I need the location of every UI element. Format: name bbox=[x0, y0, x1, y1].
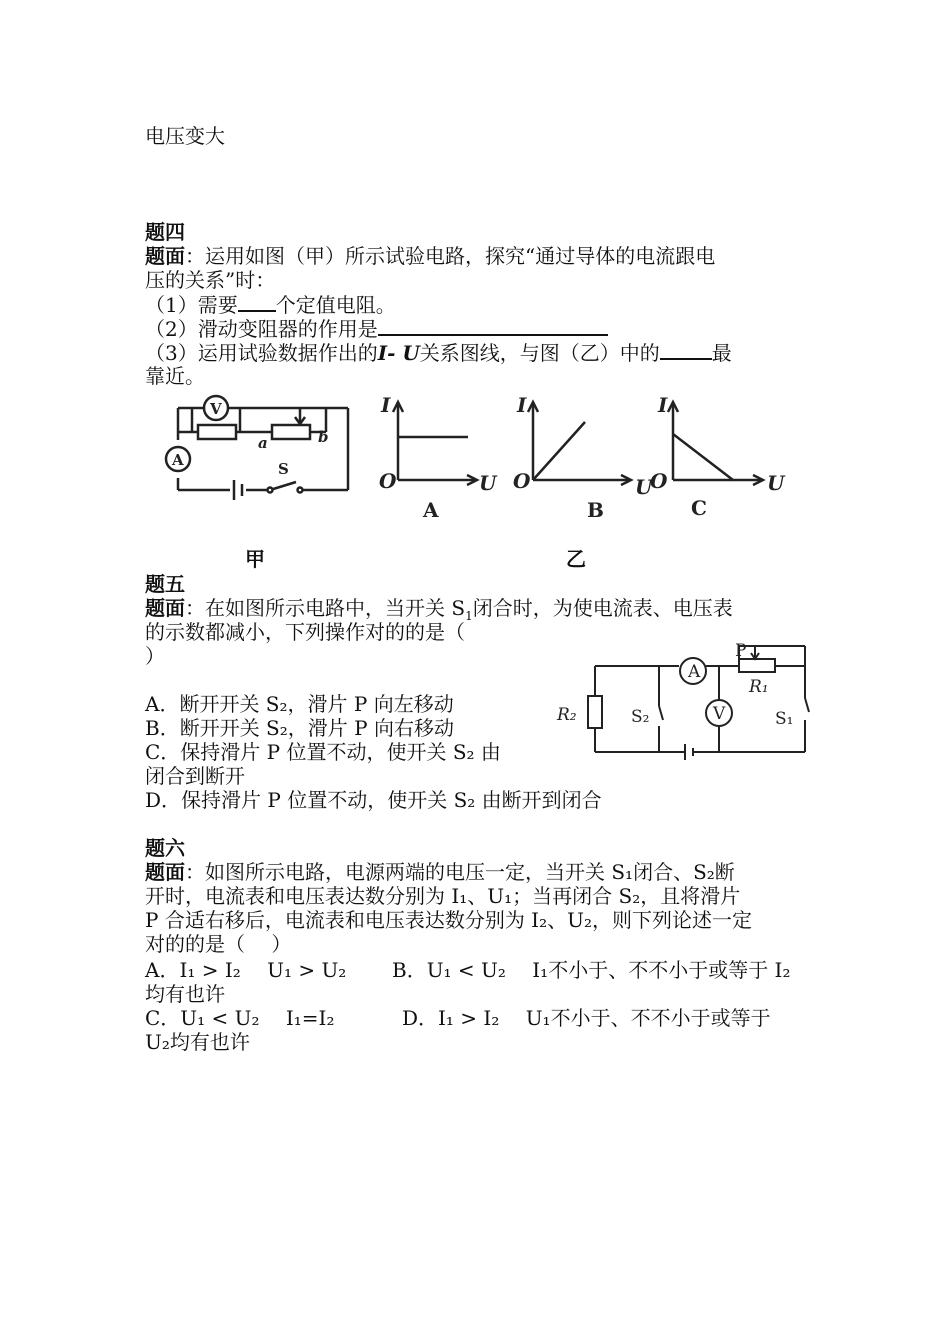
q5-voltmeter-label: V bbox=[713, 704, 726, 724]
q4-circuit-b-point: b bbox=[318, 428, 329, 446]
q4-item3-blank bbox=[660, 340, 712, 360]
q4-circuit-s-label: S bbox=[278, 460, 289, 478]
q4-circuit-diagram bbox=[150, 390, 370, 530]
graph-b-line bbox=[533, 422, 585, 480]
q4-stem-line2: 压的关系”时： bbox=[145, 268, 276, 292]
q5-stem-sub: 1 bbox=[465, 609, 473, 623]
graph-a-axis-u: U bbox=[479, 471, 497, 495]
q4-caption-left: 甲 bbox=[245, 547, 265, 571]
q5-circuit-diagram bbox=[555, 638, 815, 760]
q5-title: 题五 bbox=[145, 572, 185, 596]
q5-r1-label: R₁ bbox=[749, 677, 769, 697]
q5-stem-line3: ） bbox=[145, 644, 165, 668]
graph-b-axis-i: I bbox=[517, 393, 527, 417]
q5-stem-text1a: ：在如图所示电路中，当开关 S bbox=[185, 596, 466, 620]
graph-a-axis-i: I bbox=[381, 393, 391, 417]
q6-line3: P 合适右移后，电流表和电压表达数分别为 I₂、U₂，则下列论述一定 bbox=[145, 908, 752, 932]
q5-stem-line2: 的示数都减小，下列操作对的的是（ bbox=[145, 620, 465, 644]
q4-item3-line2: 靠近。 bbox=[145, 364, 205, 388]
q4-item3-pre: （3）运用试验数据作出的 bbox=[145, 341, 378, 365]
q5-option-a: A．断开开关 S₂，滑片 P 向左移动 bbox=[145, 692, 454, 716]
q4-circuit-v-label: V bbox=[210, 400, 222, 418]
q6-line1 bbox=[145, 860, 735, 884]
q6-option-a: A．I₁ > I₂ U₁ > U₂ bbox=[145, 958, 347, 982]
q4-circuit-a-point: a bbox=[258, 434, 268, 452]
q5-stem-text1b: 闭合时，为使电流表、电压表 bbox=[472, 596, 733, 620]
q4-item1-post: 个定值电阻。 bbox=[275, 293, 396, 317]
q5-r2-label: R₂ bbox=[557, 705, 577, 725]
q5-option-d: D．保持滑片 P 位置不动，使开关 S₂ 由断开到闭合 bbox=[145, 788, 602, 812]
q5-s2-label: S₂ bbox=[631, 707, 650, 727]
graph-b-origin: O bbox=[513, 469, 531, 493]
q4-item2-pre: （2）滑动变阻器的作用是 bbox=[145, 317, 378, 341]
q6-line2: 开时，电流表和电压表达数分别为 I₁、U₁；当再闭合 S₂，且将滑片 bbox=[145, 884, 741, 908]
q5-stem-label: 题面 bbox=[145, 596, 185, 620]
q5-option-c-line1: C．保持滑片 P 位置不动，使开关 S₂ 由 bbox=[145, 740, 501, 764]
q4-title: 题四 bbox=[145, 220, 185, 244]
q4-item1 bbox=[145, 292, 396, 317]
q4-item1-pre: （1）需要 bbox=[145, 293, 238, 317]
q4-stem-text1: ：运用如图（甲）所示试验电路，探究“通过导体的电流跟电 bbox=[185, 244, 716, 268]
graph-b-label: B bbox=[587, 498, 604, 522]
q4-item3-mid: 关系图线，与图（乙）中的 bbox=[419, 341, 660, 365]
q5-s1-label: S₁ bbox=[775, 709, 794, 729]
graph-a-origin: O bbox=[379, 469, 397, 493]
graph-c-line bbox=[673, 434, 733, 480]
q4-item3-var: I- U bbox=[377, 341, 420, 365]
q6-line1-text: ：如图所示电路，电源两端的电压一定，当开关 S₁闭合、S₂断 bbox=[185, 860, 735, 884]
q6-option-b-line2: 均有也许 bbox=[145, 982, 225, 1006]
q6-title: 题六 bbox=[145, 836, 185, 860]
q6-option-b-line1: B．U₁ < U₂ I₁不小于、不不小于或等于 I₂ bbox=[392, 958, 791, 982]
q4-item2-blank bbox=[378, 316, 608, 336]
q4-item3 bbox=[145, 340, 732, 365]
q6-option-c: C．U₁ < U₂ I₁=I₂ bbox=[145, 1006, 335, 1030]
intro-line: 电压变大 bbox=[145, 124, 225, 148]
graph-c-axis-i: I bbox=[658, 393, 668, 417]
q4-item3-post: 最 bbox=[711, 341, 732, 365]
q4-stem-label: 题面 bbox=[145, 244, 185, 268]
q4-circuit-a-label: A bbox=[172, 451, 184, 469]
q5-stem-line1 bbox=[145, 596, 733, 623]
q6-stem-label: 题面 bbox=[145, 860, 185, 884]
q4-item2 bbox=[145, 316, 608, 341]
q6-line4: 对的的是（ ） bbox=[145, 932, 292, 956]
q4-caption-right: 乙 bbox=[566, 547, 586, 571]
q5-ammeter-label: A bbox=[688, 662, 701, 682]
q4-iu-graphs bbox=[375, 392, 790, 527]
q6-option-d-line1: D．I₁ > I₂ U₁不小于、不不小于或等于 bbox=[402, 1006, 771, 1030]
q4-item1-blank bbox=[238, 292, 276, 312]
graph-a-label: A bbox=[423, 498, 439, 522]
q6-option-d-line2: U₂均有也许 bbox=[145, 1030, 250, 1054]
graph-c-origin: O bbox=[650, 469, 668, 493]
q5-option-b: B．断开开关 S₂，滑片 P 向右移动 bbox=[145, 716, 454, 740]
q4-stem-line1 bbox=[145, 244, 715, 268]
graph-c-label: C bbox=[691, 496, 707, 520]
graph-c-axis-u: U bbox=[767, 471, 785, 495]
q5-slider-label: P bbox=[735, 641, 747, 661]
q5-option-c-line2: 闭合到断开 bbox=[145, 764, 245, 788]
graph-b-axis-u: U bbox=[635, 475, 653, 499]
